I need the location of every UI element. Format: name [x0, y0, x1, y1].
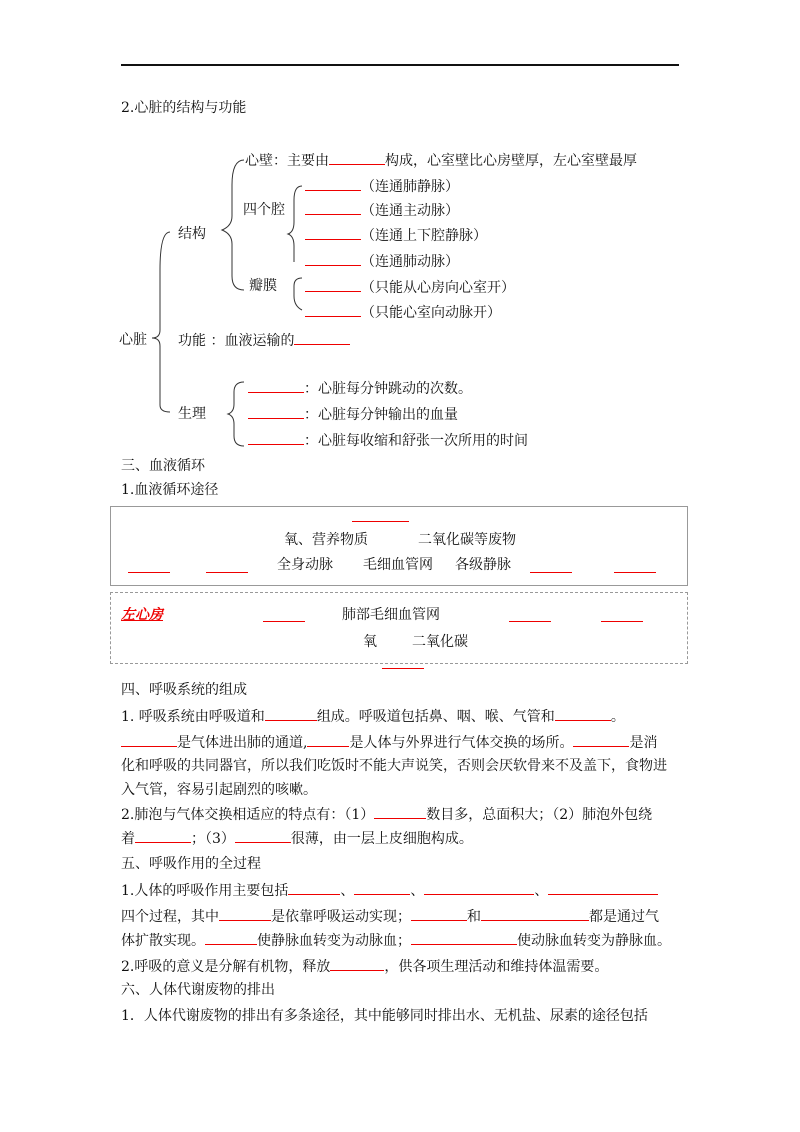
blank[interactable] — [509, 621, 551, 622]
blank[interactable] — [265, 706, 317, 721]
item-text: （连通肺静脉） — [361, 179, 459, 195]
wall-suffix: 构成，心室壁比心房壁厚，左心室壁最厚 — [385, 153, 637, 169]
blank[interactable] — [305, 277, 361, 292]
paragraph-line: 入气管，容易引起剧烈的咳嗽。 — [121, 782, 317, 798]
node-capillary-network: 毛细血管网 — [363, 557, 433, 573]
left-atrium-label: 左心房 — [121, 607, 163, 623]
blank[interactable] — [411, 906, 467, 921]
paragraph-line: 是气体进出肺的通道, 是人体与外界进行气体交换的场所。 是消 — [121, 732, 657, 753]
blank[interactable] — [382, 668, 424, 669]
gas-in-label: 氧 — [363, 634, 377, 650]
paragraph-line: 四个过程，其中 是依靠呼吸运动实现； 和 都是通过气 — [121, 906, 659, 927]
blank[interactable] — [305, 251, 361, 266]
chamber-item — [305, 176, 459, 197]
section-heading-respiratory: 四、呼吸系统的组成 — [121, 682, 247, 698]
node-pulmonary-capillaries: 肺部毛细血管网 — [342, 607, 440, 623]
section-heading-excretion: 六、人体代谢废物的排出 — [121, 982, 275, 998]
item-text: ：心脏每分钟跳动的次数。 — [304, 381, 472, 397]
paragraph-line: 1.人体的呼吸作用主要包括 、 、 、 — [121, 880, 658, 901]
tree-root-heart: 心脏 — [119, 332, 147, 348]
tree-node-physiology: 生理 — [178, 406, 206, 422]
paragraph-line: 体扩散实现。 使静脉血转变为动脉血； 使动脉血转变为静脉血。 — [121, 930, 671, 951]
chamber-item — [305, 225, 487, 246]
physiology-item — [248, 378, 472, 399]
blank[interactable] — [205, 930, 257, 945]
wall-prefix: 心壁：主要由 — [245, 153, 329, 169]
valve-item — [305, 277, 515, 298]
blank[interactable] — [352, 521, 409, 522]
physiology-item — [248, 404, 458, 425]
sub-heading-pathway: 1.血液循环途径 — [121, 482, 219, 498]
tree-node-chambers: 四个腔 — [243, 202, 285, 218]
blank[interactable] — [248, 378, 304, 393]
tree-node-structure: 结构 — [178, 226, 206, 242]
paragraph-line: 着 ；（3） 很薄，由一层上皮细胞构成。 — [121, 828, 473, 849]
blank[interactable] — [248, 430, 304, 445]
blank[interactable] — [305, 176, 361, 191]
blank[interactable] — [329, 150, 385, 165]
blank[interactable] — [424, 880, 534, 895]
chamber-item — [305, 200, 459, 221]
item-text: （连通肺动脉） — [361, 254, 459, 270]
blank[interactable] — [128, 572, 170, 573]
blank[interactable] — [307, 732, 349, 747]
blank[interactable] — [530, 572, 572, 573]
blank[interactable] — [135, 828, 191, 843]
physiology-item — [248, 430, 528, 451]
section-heading-respiration: 五、呼吸作用的全过程 — [121, 856, 261, 872]
blank[interactable] — [305, 302, 361, 317]
blank[interactable] — [305, 200, 361, 215]
blank[interactable] — [481, 906, 589, 921]
blank[interactable] — [411, 930, 517, 945]
blank[interactable] — [263, 621, 305, 622]
blank[interactable] — [305, 225, 361, 240]
blank[interactable] — [235, 828, 291, 843]
blank[interactable] — [601, 621, 643, 622]
node-systemic-arteries: 全身动脉 — [277, 557, 333, 573]
paragraph-line: 化和呼吸的共同器官，所以我们吃饭时不能大声说笑，否则会厌软骨来不及盖下，食物进 — [121, 758, 667, 774]
item-text: ：心脏每分钟输出的血量 — [304, 407, 458, 423]
blank[interactable] — [206, 572, 248, 573]
substances-in-label: 氧、营养物质 — [284, 532, 368, 548]
item-text: （连通上下腔静脉） — [361, 228, 487, 244]
paragraph-line: 2.肺泡与气体交换相适应的特点有：（1） 数目多，总面积大；（2）肺泡外包绕 — [121, 804, 652, 825]
substances-out-label: 二氧化碳等废物 — [418, 532, 516, 548]
pulmonary-circulation-box — [110, 592, 688, 664]
heart-wall-line — [245, 150, 637, 171]
function-line — [178, 330, 350, 351]
section-heading-heart: 2.心脏的结构与功能 — [121, 100, 247, 116]
item-text: ：心脏每收缩和舒张一次所用的时间 — [304, 433, 528, 449]
blank[interactable] — [354, 880, 410, 895]
tree-node-valves: 瓣膜 — [249, 278, 277, 294]
blank[interactable] — [248, 404, 304, 419]
blank[interactable] — [548, 880, 658, 895]
function-text: ：血液运输的 — [210, 333, 295, 349]
item-text: （连通主动脉） — [361, 203, 459, 219]
item-text: （只能从心房向心室开） — [361, 280, 515, 296]
function-label: 功能 — [178, 333, 206, 349]
blank[interactable] — [121, 732, 177, 747]
item-text: （只能心室向动脉开） — [361, 305, 501, 321]
blank[interactable] — [288, 880, 340, 895]
blank[interactable] — [374, 804, 426, 819]
blank[interactable] — [614, 572, 656, 573]
chamber-item — [305, 251, 459, 272]
gas-out-label: 二氧化碳 — [412, 634, 468, 650]
valve-item — [305, 302, 501, 323]
paragraph-line: 1. 呼吸系统由呼吸道和 组成。呼吸道包括鼻、咽、喉、气管和 。 — [121, 706, 625, 727]
blank[interactable] — [294, 330, 350, 345]
blank[interactable] — [573, 732, 629, 747]
paragraph-line: 2.呼吸的意义是分解有机物，释放 ，供各项生理活动和维持体温需要。 — [121, 956, 608, 977]
blank[interactable] — [330, 956, 384, 971]
section-heading-circulation: 三、血液循环 — [121, 458, 205, 474]
paragraph-line: 1．人体代谢废物的排出有多条途径，其中能够同时排出水、无机盐、尿素的途径包括 — [121, 1008, 648, 1024]
node-veins: 各级静脉 — [455, 557, 511, 573]
blank[interactable] — [555, 706, 611, 721]
blank[interactable] — [219, 906, 271, 921]
